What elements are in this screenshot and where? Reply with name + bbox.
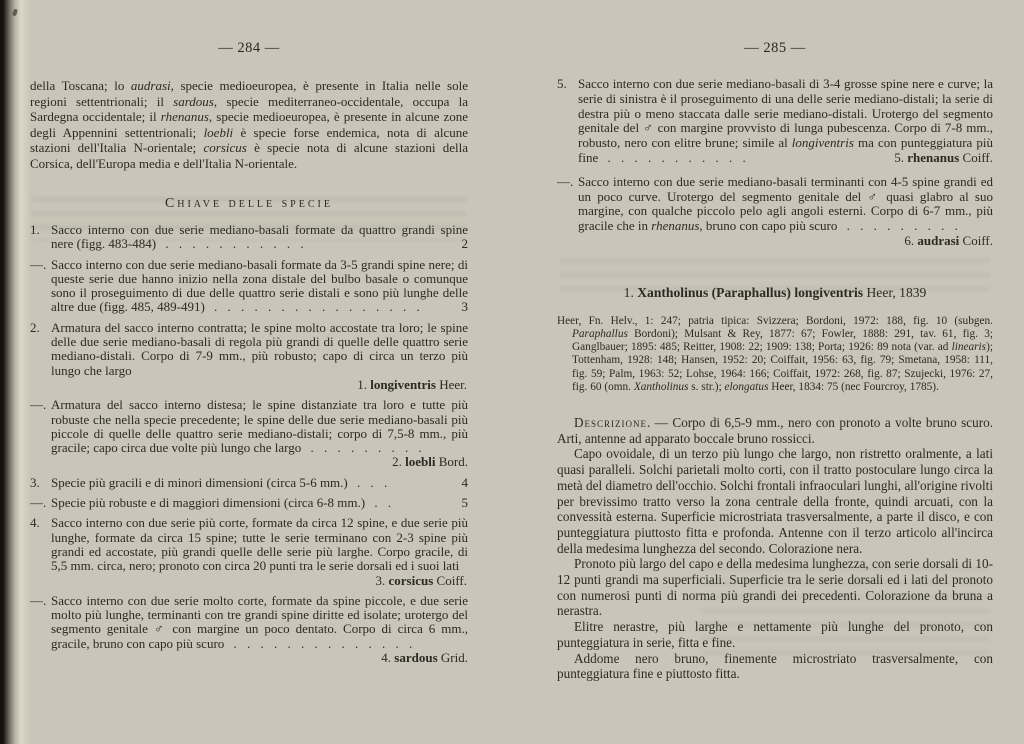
key-item-label: —. xyxy=(30,256,47,272)
key-item-text: Sacco interno con due serie mediano-basali di 3-4 grosse spine nere e curve; la serie di sinistra è il proseguimento di una delle serie mediano-distali; la serie di destra più o meno staccata dalle serie mediano-distali. Urotergo del segmento genitale del ♂ con margine provvisto di lunga pubescenza. Corpo di 7-8 mm., robusto, nero con elitre brune; simile al longiventris ma con punteggiatura più fine xyxy=(578,76,993,165)
species-key-title: Chiave delle specie xyxy=(165,195,333,210)
key-item-text: Sacco interno con due serie mediano-basali formate da 3-5 grandi spine nere; di queste serie due hanno inizio nella zona distale del bulbo basale o comunque sono il proseguimento di due delle quattro serie distali e sono più lunghe delle altre due (figg. 485, 489-491) xyxy=(51,256,468,315)
key-item xyxy=(557,77,993,166)
key-item-result: 3. corsicus Coiff. xyxy=(375,572,467,588)
key-item-text: Armatura del sacco interno contratta; le spine molto accostate tra loro; le spine delle due serie mediano-basali di regola più grandi di quelle delle quattro serie mediano-distali. Corpo di 7-9 mm., più robusto; capo di circa un terzo più lungo che largo xyxy=(51,319,468,378)
description-paragraph: Pronoto più largo del capo e della medesima lunghezza, con serie dorsali di 10-12 punti grandi ma superficiali. Superficie tra le serie dorsali ed i lati del pronoto con numerosi punti di norma più grandi dei precedenti. Colorazione da bruna a nerastra. xyxy=(557,556,993,619)
page-left xyxy=(30,0,468,665)
key-item-result: 2. loebli Bord. xyxy=(392,454,468,470)
key-item-text: Specie più gracili e di minori dimensioni (circa 5-6 mm.) xyxy=(51,474,348,490)
description-section xyxy=(557,415,993,682)
key-item-result: 3 xyxy=(461,299,468,315)
key-item-text: Sacco interno con due serie più corte, formate da circa 12 spine, e due serie più lunghe, formate da circa 15 spine; tutte le serie terminano con 2-3 spine più grandi ed accostate, più grandi quelle delle serie più larghe. Corpo gracile, di 5,5 mm. circa, nero; pronoto con circa 20 punti tra le serie dorsali ed i suoi lati xyxy=(51,515,468,574)
key-item-text: Sacco interno con due serie mediano-basali terminanti con 4-5 spine grandi ed un poco curve. Urotergo del segmento genitale del ♂ quasi glabro al suo margine, con qualche piccolo pelo agli angoli esterni. Corpo di 6-7 mm., più gracile che in rhenanus, bruno con capo più scuro xyxy=(578,173,993,234)
key-item-label: —. xyxy=(30,397,47,413)
page-right xyxy=(557,0,993,682)
dot-leader: . . . . . . . . . xyxy=(837,218,959,234)
species-heading: 1. Xantholinus (Paraphallus) longiventris Heer, 1839 xyxy=(623,284,927,300)
key-item-result: 2 xyxy=(461,236,468,252)
key-item-result: 5. rhenanus Coiff. xyxy=(894,149,993,165)
key-item-label: 4. xyxy=(30,515,40,531)
key-item-result: 4 xyxy=(461,474,468,490)
key-item xyxy=(30,223,468,252)
key-item xyxy=(30,476,468,490)
key-item-text: Specie più robuste e di maggiori dimensioni (circa 6-8 mm.) xyxy=(51,495,366,511)
key-item xyxy=(557,175,993,249)
key-item-text: Armatura del sacco interno distesa; le spine distanziate tra loro e tutte più robuste che nella specie precedente; le spine delle due serie mediano-basali più piccole di quelle delle quattro serie mediano-distali; corpo di 7,5-8 mm., più gracile; capo circa due volte più lungo che largo xyxy=(51,397,468,456)
bibliography-paragraph: Heer, Fn. Helv., 1: 247; patria tipica: Svizzera; Bordoni, 1972: 188, fig. 10 (subgen. Paraphallus Bordoni); Mulsant & Rey, 1877: 67; Fowler, 1888: 291, tav. 61, fig. 3; Ganglbauer; 1895: 485; Reitter, 1908: 22; 1909: 138; Porta; 1926: 89 nota (var. ad linearis); Tottenham, 1928: 148; Hansen, 1952: 20; Coiffait, 1956: 63, fig. 79; Smetana, 1958: 111, fig. 59; Palm, 1963: 52; Lohse, 1964: 166; Coiffait, 1972: 268, fig. 87; Szujecki, 1976: 27, fig. 60 (omn. Xantholinus s. str.); elongatus Heer, 1834: 75 (nec Fourcroy, 1785). xyxy=(557,314,993,393)
page-number-right: — 285 — xyxy=(744,40,806,56)
key-item xyxy=(30,516,468,587)
key-item-label: 5. xyxy=(557,76,567,91)
dot-leader: . . xyxy=(365,495,393,511)
description-paragraph: Descrizione. — Corpo di 6,5-9 mm., nero con pronoto a volte bruno scuro. Arti, antenne ad apparato boccale bruno rossicci. xyxy=(557,414,993,446)
key-item-result: 4. sardous Grid. xyxy=(381,650,468,666)
dot-leader: . . . . . . . . . . . xyxy=(598,149,747,165)
dot-leader: . . . . . . . . . . . . . . xyxy=(224,635,414,651)
dot-leader: . . . xyxy=(347,474,389,490)
dot-leader: . . . . . . . . . . . . . . . . xyxy=(204,299,421,315)
key-list-right xyxy=(557,77,993,249)
description-paragraph: Capo ovoidale, di un terzo più lungo che largo, non ristretto oralmente, a lati quasi paralleli. Solchi parietali molto corti, con il tratto postoculare lungo circa la metà del diametro dell'occhio. Solchi frontali infraoculari lunghi, all'origine rivolti per brevissimo tratto verso la zona centrale della fronte, quindi arcuati, con la convessità esterna. Superficie microstriata trasversalmente, a parte il disco, e con punteggiatura piuttosto fitta e profonda. Antenne con il terzo articolo all'incirca della medesima lunghezza del secondo. Colorazione nera. xyxy=(557,446,993,556)
key-item-label: —. xyxy=(30,495,47,511)
key-item-result: 1. longiventris Heer. xyxy=(357,376,467,392)
key-item-label: 1. xyxy=(30,222,40,237)
page-number-left: — 284 — xyxy=(218,40,280,56)
key-item-label: 2. xyxy=(30,319,40,335)
key-item-label: —. xyxy=(30,592,47,608)
key-item-result: 5 xyxy=(461,495,468,511)
key-item xyxy=(30,258,468,315)
key-item xyxy=(30,398,468,469)
key-item-label: —. xyxy=(557,173,574,189)
key-item-text: Sacco interno con due serie mediano-basali formate da quattro grandi spine nere (figg. 483-484) xyxy=(51,222,468,252)
key-item-label: 3. xyxy=(30,474,40,490)
key-list-left xyxy=(30,223,468,665)
dot-leader: . . . . . . . . . . . xyxy=(156,236,305,252)
intro-paragraph: della Toscana; lo audrasi, specie medioeuropea, è presente in Italia nelle sole regioni settentrionali; il sardous, specie mediterraneo-occidentale, occupa la Sardegna occidentale; il rhenanus, specie medioeuropea, è presente in alcune zone degli Appennini settentrionali; loebli è specie forse endemica, nota di alcune stazioni dell'Italia N-orientale; corsicus è specie nota di alcune stazioni della Corsica, dell'Europa media e dell'Italia N-orientale. xyxy=(30,78,469,171)
key-item-result: 6. audrasi Coiff. xyxy=(904,232,993,248)
dot-leader: . . . . . . . . . xyxy=(301,440,423,456)
key-item xyxy=(30,321,468,392)
description-paragraph: Elitre nerastre, più larghe e nettamente più lunghe del pronoto, con punteggiatura in serie, fitta e fine. xyxy=(557,619,993,650)
description-paragraph: Addome nero bruno, finemente microstriato trasversalmente, con punteggiatura fine e piuttosto fitta. xyxy=(557,650,993,682)
key-item xyxy=(30,594,468,665)
key-item-text: Sacco interno con due serie molto corte, formate da spine piccole, e due serie molto più lunghe, terminanti con tre grandi spine diritte ed isolate; urotergo del segmento genitale ♂ con margine un poco dentato. Corpo di circa 6 mm., gracile, bruno con capo più scuro xyxy=(51,592,468,651)
left-edge-shadow xyxy=(0,0,30,744)
key-item xyxy=(30,496,468,510)
